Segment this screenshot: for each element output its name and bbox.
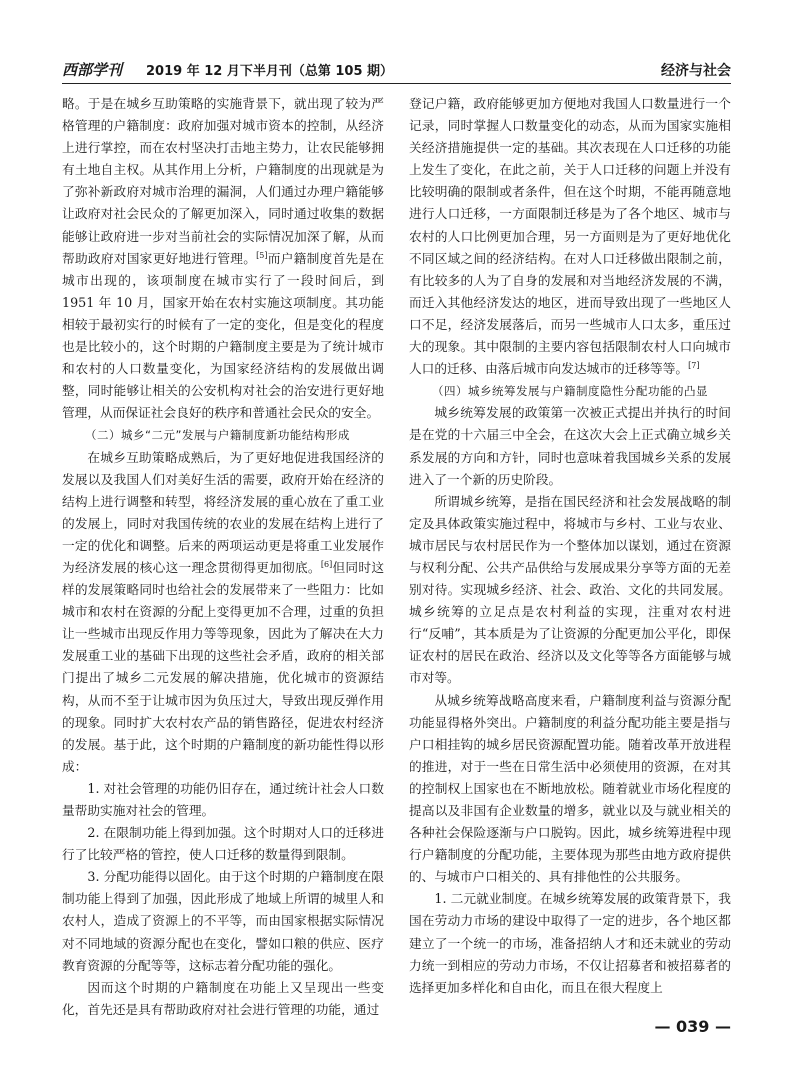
section-subheading: [62, 424, 384, 446]
paragraph-text: 1. 二元就业制度。在城乡统筹发展的政策背景下，我国在劳动力市场的建设中取得了一定的进步，各个地区都建立了一个统一的市场，准备招纳人才和还未就业的劳动力统一到相应的劳动力市场，不仅让招募者和被招募者的选择更加多样化和自由化，而且在很大程度上: [409, 891, 731, 995]
page-header: [62, 57, 731, 83]
body-paragraph: [409, 491, 731, 690]
paragraph-text: 从城乡统筹战略高度来看，户籍制度利益与资源分配功能显得格外突出。户籍制度的利益分配功能主要是指与户口相挂钩的城乡居民资源配置功能。随着改革开放进程的推进，对于一些在日常生活中必须使用的资源，在对其的控制权上国家也在不断地放松。随着就业市场化程度的提高以及非国有企业数量的增多，就业以及与就业相关的各种社会保险逐渐与户口脱钩。因此，城乡统筹进程中现行户籍制度的分配功能，主要体现为那些由地方政府提供的、与城市户口相关的、具有排他性的公共服务。: [409, 692, 731, 885]
paragraph-text: 3. 分配功能得以固化。由于这个时期的户籍制度在限制功能上得到了加强，因此形成了地域上所谓的城里人和农村人，造成了资源上的不平等，而由国家根据实际情况对不同地域的资源分配也在变化，譬如口粮的供应、医疗教育资源的分配等等，这标志着分配功能的强化。: [62, 869, 384, 973]
body-paragraph: [62, 447, 384, 778]
paragraph-text: 所谓城乡统筹，是指在国民经济和社会发展战略的制定及具体政策实施过程中，将城市与乡村、工业与农业、城市居民与农村居民作为一个整体加以谋划，通过在资源与权利分配、公共产品供给与发展成果分享等方面的无差别对待。实现城乡经济、社会、政治、文化的共同发展。城乡统筹的立足点是农村利益的实现，注重对农村进行“反哺”，其本质是为了让资源的分配更加公平化，即保证农村的居民在政治、经济以及文化等等各方面能够与城市对等。: [409, 493, 731, 686]
paragraph-text: 因而这个时期的户籍制度在功能上又呈现出一些变化，首先还是具有帮助政府对社会进行管理的功能，通过: [62, 979, 384, 1017]
section-subheading: [409, 380, 731, 402]
body-paragraph: [62, 93, 384, 424]
right-column: [409, 93, 731, 999]
paragraph-text: 城乡统筹发展的政策第一次被正式提出并执行的时间是在党的十六届三中全会，在这次大会上正式确立城乡关系发展的方向和方针，同时也意味着我国城乡关系的发展进入了一个新的历史阶段。: [409, 405, 731, 487]
paragraph-text: （四）城乡统筹发展与户籍制度隐性分配功能的凸显: [432, 384, 708, 399]
body-paragraph: [409, 690, 731, 889]
citation-ref: [7]: [688, 360, 700, 370]
paragraph-text: 2. 在限制功能上得到加强。这个时期对人口的迁移进行了比较严格的管控，使人口迁移的数量得到限制。: [62, 825, 384, 863]
paragraph-text: 在城乡互助策略成熟后，为了更好地促进我国经济的发展以及我国人们对美好生活的需要，政府开始在经济的结构上进行调整和转型，将经济发展的重心放在了重工业的发展上，同时对我国传统的农业的发展在结构上进行了一定的优化和调整。后来的两项运动更是将重工业发展作为经济发展的核心这一理念贯彻得更加彻底。: [62, 449, 384, 575]
body-paragraph: [62, 977, 384, 1021]
paragraph-text: 略。于是在城乡互助策略的实施背景下，就出现了较为严格管理的户籍制度：政府加强对城市资本的控制，从经济上进行掌控，而在农村坚决打击地主势力，让农民能够拥有土地自主权。从其作用上分析，户籍制度的出现就是为了弥补新政府对城市治理的漏洞，人们通过办理户籍能够让政府对社会民众的了解更加深入，同时通过收集的数据能够让政府进一步对当前社会的实际情况加深了解，从而帮助政府对国家更好地进行管理。: [62, 96, 384, 266]
body-paragraph: [62, 866, 384, 976]
body-paragraph: [409, 402, 731, 490]
page-number: — 039 —: [654, 1017, 731, 1036]
body-paragraph: [62, 822, 384, 866]
left-column: [62, 93, 384, 1021]
journal-logo: 西部学刊: [62, 61, 123, 79]
citation-ref: [5]: [256, 250, 268, 260]
section-name: 经济与社会: [661, 63, 731, 79]
body-paragraph: [62, 778, 384, 822]
journal-issue: 2019 年 12 月下半月刊（总第 105 期）: [146, 64, 394, 79]
body-paragraph: [409, 888, 731, 998]
header-rule: [62, 83, 731, 84]
paragraph-text: 登记户籍，政府能够更加方便地对我国人口数量进行一个记录，同时掌握人口数量变化的动态，从而为国家实施相关经济措施提供一定的基础。其次表现在人口迁移的功能上发生了变化，在此之前，关于人口迁移的问题上并没有比较明确的限制或者条件，但在这个时期，不能再随意地进行人口迁移，一方面限制迁移是为了各个地区、城市与农村的人口比例更加合理，另一方面则是为了更好地优化不同区域之间的经济结构。在对人口迁移做出限制之前，有比较多的人为了自身的发展和对当地经济发展的不满，而迁入其他经济发达的地区，进而导致出现了一些地区人口不足，经济发展落后，而另一些城市人口太多，重压过大的现象。其中限制的主要内容包括限制农村人口向城市人口的迁移、由落后城市向发达城市的迁移等等。: [409, 96, 731, 377]
paragraph-text: 而户籍制度首先是在城市出现的，该项制度在城市实行了一段时间后，到 1951 年 10 月，国家开始在农村实施这项制度。其功能相较于最初实行的时候有了一定的变化，但是变化的程度也是比较小的，这个时期的户籍制度主要是为了统计城市和农村的人口数量变化，为国家经济结构的发展做出调整，同时能够让相关的公安机构对社会的治安进行更好地管理，从而保证社会良好的秩序和普通社会民众的安全。: [62, 250, 385, 421]
body-paragraph: [409, 93, 731, 380]
paragraph-text: （二）城乡“二元”发展与户籍制度新功能结构形成: [85, 428, 350, 443]
paragraph-text: 但同时这样的发展策略同时也给社会的发展带来了一些阻力：比如城市和农村在资源的分配上变得更加不合理，过重的负担让一些城市出现反作用力等等现象，因此为了解决在大力发展重工业的基础下出现的这些社会矛盾，政府的相关部门提出了城乡二元发展的解决措施，优化城市的资源结构，从而不至于让城市因为负压过大，导致出现反弹作用的现象。同时扩大农村农产品的销售路径，促进农村经济的发展。基于此，这个时期的户籍制度的新功能性得以形成：: [62, 559, 385, 774]
citation-ref: [6]: [320, 559, 333, 569]
paragraph-text: 1. 对社会管理的功能仍旧存在，通过统计社会人口数量帮助实施对社会的管理。: [62, 780, 384, 818]
